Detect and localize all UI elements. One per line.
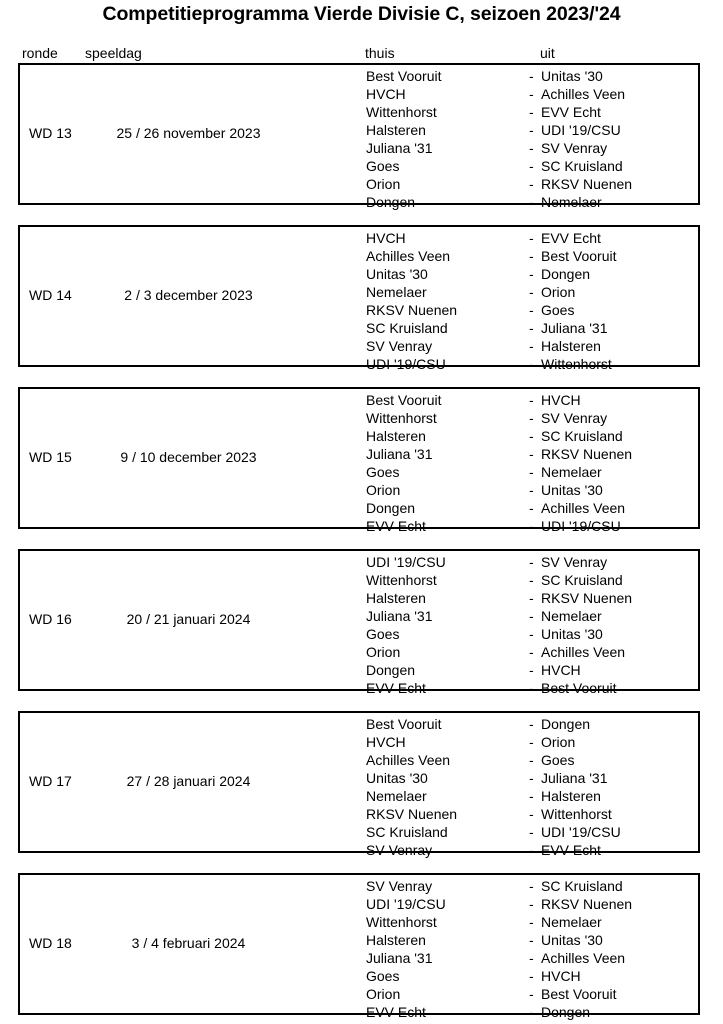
match-separator: -: [529, 806, 534, 822]
match-separator: -: [529, 896, 534, 912]
match-separator: -: [529, 716, 534, 732]
match-separator: -: [529, 1004, 534, 1020]
away-team: Juliana '31: [541, 770, 608, 786]
match-separator: -: [529, 680, 534, 696]
away-team: HVCH: [541, 968, 581, 984]
column-header-speeldag: speeldag: [85, 45, 142, 61]
away-team: Unitas '30: [541, 932, 603, 948]
away-team: Best Vooruit: [541, 680, 617, 696]
home-team: EVV Echt: [366, 518, 426, 534]
match-separator: -: [529, 644, 534, 660]
home-team: SC Kruisland: [366, 320, 448, 336]
match-separator: -: [529, 302, 534, 318]
match-separator: -: [529, 554, 534, 570]
match-separator: -: [529, 878, 534, 894]
home-team: Juliana '31: [366, 140, 433, 156]
away-team: Goes: [541, 752, 575, 768]
away-team: Achilles Veen: [541, 950, 626, 966]
match-separator: -: [529, 482, 534, 498]
match-separator: -: [529, 284, 534, 300]
home-team: Juliana '31: [366, 950, 433, 966]
round-block: [18, 387, 700, 534]
home-team: UDI '19/CSU: [366, 356, 446, 372]
column-header-uit: uit: [540, 45, 555, 61]
home-team: Orion: [366, 644, 401, 660]
home-team: HVCH: [366, 230, 406, 246]
match-separator: -: [529, 122, 534, 138]
away-team: RKSV Nuenen: [541, 176, 633, 192]
match-separator: -: [529, 356, 534, 372]
away-team: RKSV Nuenen: [541, 896, 633, 912]
home-team: Best Vooruit: [366, 68, 442, 84]
match-separator: -: [529, 392, 534, 408]
home-team: UDI '19/CSU: [366, 896, 446, 912]
away-team: SC Kruisland: [541, 428, 623, 444]
round-date: 2 / 3 december 2023: [124, 287, 253, 303]
away-team: EVV Echt: [541, 230, 601, 246]
home-team: Goes: [366, 464, 400, 480]
away-team: Achilles Veen: [541, 644, 626, 660]
away-team: SV Venray: [541, 140, 608, 156]
home-team: UDI '19/CSU: [366, 554, 446, 570]
away-team: Wittenhorst: [541, 806, 612, 822]
match-separator: -: [529, 572, 534, 588]
home-team: Wittenhorst: [366, 914, 437, 930]
away-team: Unitas '30: [541, 482, 603, 498]
away-team: Juliana '31: [541, 320, 608, 336]
away-team: Unitas '30: [541, 68, 603, 84]
match-separator: -: [529, 770, 534, 786]
home-team: Orion: [366, 482, 401, 498]
home-team: Halsteren: [366, 932, 426, 948]
away-team: HVCH: [541, 392, 581, 408]
away-team: RKSV Nuenen: [541, 446, 633, 462]
away-team: EVV Echt: [541, 104, 601, 120]
round-date: 3 / 4 februari 2024: [131, 935, 246, 951]
away-team: Nemelaer: [541, 914, 602, 930]
home-team: Goes: [366, 626, 400, 642]
match-separator: -: [529, 788, 534, 804]
home-team: Halsteren: [366, 122, 426, 138]
round-block: [18, 63, 700, 210]
away-team: HVCH: [541, 662, 581, 678]
away-team: Achilles Veen: [541, 500, 626, 516]
home-team: Best Vooruit: [366, 716, 442, 732]
away-team: EVV Echt: [541, 842, 601, 858]
match-separator: -: [529, 266, 534, 282]
match-separator: -: [529, 914, 534, 930]
home-team: RKSV Nuenen: [366, 302, 458, 318]
away-team: Unitas '30: [541, 626, 603, 642]
home-team: Nemelaer: [366, 788, 427, 804]
away-team: Nemelaer: [541, 608, 602, 624]
match-separator: -: [529, 194, 534, 210]
round-label: WD 16: [29, 611, 72, 627]
match-separator: -: [529, 590, 534, 606]
home-team: Wittenhorst: [366, 410, 437, 426]
match-separator: -: [529, 230, 534, 246]
match-separator: -: [529, 608, 534, 624]
away-team: Halsteren: [541, 788, 601, 804]
away-team: Dongen: [541, 1004, 591, 1020]
column-header-thuis: thuis: [365, 45, 395, 61]
away-team: Best Vooruit: [541, 248, 617, 264]
round-date: 27 / 28 januari 2024: [126, 773, 251, 789]
home-team: Juliana '31: [366, 446, 433, 462]
away-team: SC Kruisland: [541, 158, 623, 174]
away-team: SV Venray: [541, 554, 608, 570]
match-separator: -: [529, 734, 534, 750]
round-label: WD 13: [29, 125, 72, 141]
home-team: Goes: [366, 158, 400, 174]
round-label: WD 17: [29, 773, 72, 789]
match-separator: -: [529, 500, 534, 516]
match-separator: -: [529, 158, 534, 174]
home-team: HVCH: [366, 734, 406, 750]
column-header-ronde: ronde: [22, 45, 58, 61]
home-team: HVCH: [366, 86, 406, 102]
home-team: Orion: [366, 986, 401, 1002]
home-team: Dongen: [366, 662, 416, 678]
home-team: Achilles Veen: [366, 752, 451, 768]
away-team: UDI '19/CSU: [541, 518, 621, 534]
away-team: Dongen: [541, 266, 591, 282]
match-separator: -: [529, 428, 534, 444]
match-separator: -: [529, 446, 534, 462]
match-separator: -: [529, 338, 534, 354]
home-team: Nemelaer: [366, 284, 427, 300]
round-block: [18, 711, 700, 858]
round-block: [18, 549, 700, 696]
match-separator: -: [529, 950, 534, 966]
away-team: Wittenhorst: [541, 356, 612, 372]
away-team: Dongen: [541, 716, 591, 732]
match-separator: -: [529, 86, 534, 102]
match-separator: -: [529, 464, 534, 480]
home-team: SV Venray: [366, 338, 433, 354]
away-team: SV Venray: [541, 410, 608, 426]
away-team: Nemelaer: [541, 194, 602, 210]
match-separator: -: [529, 140, 534, 156]
match-separator: -: [529, 842, 534, 858]
match-separator: -: [529, 68, 534, 84]
round-label: WD 15: [29, 449, 72, 465]
home-team: Achilles Veen: [366, 248, 451, 264]
away-team: SC Kruisland: [541, 878, 623, 894]
home-team: Unitas '30: [366, 266, 428, 282]
away-team: UDI '19/CSU: [541, 122, 621, 138]
match-separator: -: [529, 824, 534, 840]
match-separator: -: [529, 932, 534, 948]
away-team: Goes: [541, 302, 575, 318]
round-block: [18, 873, 700, 1020]
away-team: Best Vooruit: [541, 986, 617, 1002]
home-team: EVV Echt: [366, 1004, 426, 1020]
home-team: RKSV Nuenen: [366, 806, 458, 822]
round-block: [18, 225, 700, 372]
match-separator: -: [529, 518, 534, 534]
match-separator: -: [529, 320, 534, 336]
home-team: Orion: [366, 176, 401, 192]
home-team: Unitas '30: [366, 770, 428, 786]
home-team: Goes: [366, 968, 400, 984]
home-team: Wittenhorst: [366, 572, 437, 588]
home-team: Dongen: [366, 500, 416, 516]
match-separator: -: [529, 986, 534, 1002]
away-team: Halsteren: [541, 338, 601, 354]
match-separator: -: [529, 752, 534, 768]
round-date: 9 / 10 december 2023: [120, 449, 257, 465]
home-team: SV Venray: [366, 842, 433, 858]
round-date: 25 / 26 november 2023: [116, 125, 261, 141]
away-team: SC Kruisland: [541, 572, 623, 588]
round-label: WD 18: [29, 935, 72, 951]
home-team: Halsteren: [366, 590, 426, 606]
match-separator: -: [529, 104, 534, 120]
match-separator: -: [529, 176, 534, 192]
home-team: Wittenhorst: [366, 104, 437, 120]
round-date: 20 / 21 januari 2024: [126, 611, 251, 627]
home-team: Best Vooruit: [366, 392, 442, 408]
away-team: RKSV Nuenen: [541, 590, 633, 606]
away-team: UDI '19/CSU: [541, 824, 621, 840]
match-separator: -: [529, 410, 534, 426]
page-title: Competitieprogramma Vierde Divisie C, seizoen 2023/'24: [102, 3, 621, 25]
away-team: Orion: [541, 284, 576, 300]
home-team: SC Kruisland: [366, 824, 448, 840]
match-separator: -: [529, 626, 534, 642]
away-team: Nemelaer: [541, 464, 602, 480]
home-team: Juliana '31: [366, 608, 433, 624]
home-team: Halsteren: [366, 428, 426, 444]
away-team: Orion: [541, 734, 576, 750]
match-separator: -: [529, 248, 534, 264]
match-separator: -: [529, 662, 534, 678]
match-separator: -: [529, 968, 534, 984]
home-team: Dongen: [366, 194, 416, 210]
away-team: Achilles Veen: [541, 86, 626, 102]
home-team: EVV Echt: [366, 680, 426, 696]
round-label: WD 14: [29, 287, 72, 303]
home-team: SV Venray: [366, 878, 433, 894]
